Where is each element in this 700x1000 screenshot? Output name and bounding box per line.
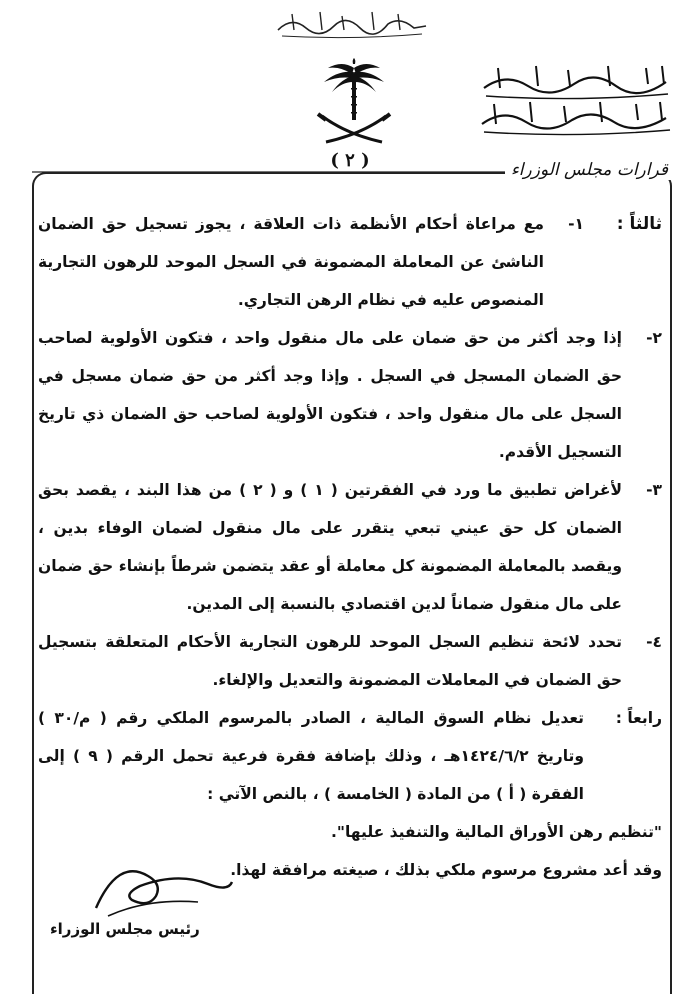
closing-statement: وقد أعد مشروع مرسوم ملكي بذلك ، صيغته مرافقة لهذا. (230, 861, 662, 879)
clause-third-item-2 (38, 319, 662, 471)
clause-third-item-1 (38, 205, 662, 319)
clause-third-item-3 (38, 471, 662, 623)
clause-fourth (38, 699, 662, 813)
item-number: ٣- (646, 481, 662, 499)
basmala-calligraphy (272, 6, 432, 42)
palm-swords-emblem-icon (316, 58, 392, 146)
page-number: ( ٢ ) (330, 150, 370, 171)
clause-third-label: ثالثاً : (616, 214, 662, 234)
kingdom-header-calligraphy (476, 62, 676, 142)
item-text: إذا وجد أكثر من حق ضمان على مال منقول واحد ، فتكون الأولوية لصاحب حق الضمان المسجل في السجل . وإذا وجد أكثر من حق ضمان مسجل في السجل على مال منقول واحد ، فتكون الأولوية لصاحب حق الضمان ذي تاريخ التسجيل الأقدم. (38, 329, 622, 461)
item-number: ٤- (646, 633, 662, 651)
decree-body (38, 205, 662, 889)
quoted-provision: "تنظيم رهن الأوراق المالية والتنفيذ عليها". (331, 823, 662, 841)
item-number: ٢- (646, 329, 662, 347)
item-text: لأغراض تطبيق ما ورد في الفقرتين ( ١ ) و ( ٢ ) من هذا البند ، يقصد بحق الضمان كل حق عيني تبعي يتقرر على مال منقول لضمان الوفاء بدين ، ويقصد بالمعاملة المضمونة كل معاملة أو عقد يتضمن شرطاً بإنشاء حق ضمان على مال منقول ضماناً لدين اقتصادي بالنسبة إلى المدين. (38, 481, 623, 613)
handwritten-signature (88, 838, 238, 923)
item-text: تحدد لائحة تنظيم السجل الموحد للرهون التجارية الأحكام المتعلقة بتسجيل حق الضمان في المعاملات المضمونة والتعديل والإلغاء. (38, 633, 622, 689)
clause-fourth-text: تعديل نظام السوق المالية ، الصادر بالمرسوم الملكي رقم ( م/٣٠ ) وتاريخ ١٤٢٤/٦/٢هـ ، وذلك بإضافة فقرة فرعية تحمل الرقم ( ٩ ) إلى الفقرة ( أ ) من المادة ( الخامسة ) ، بالنص الآتي : (38, 709, 585, 803)
item-number: ١- (568, 215, 584, 233)
clause-third-item-4 (38, 623, 662, 699)
item-text: مع مراعاة أحكام الأنظمة ذات العلاقة ، يجوز تسجيل حق الضمان الناشئ عن المعاملة المضمونة في السجل الموحد للرهون التجارية المنصوص عليه في نظام الرهن التجاري. (38, 215, 544, 309)
decrees-label: قرارات مجلس الوزراء (505, 160, 674, 180)
clause-fourth-label: رابعاً : (615, 709, 662, 727)
signatory-title: رئيس مجلس الوزراء (50, 920, 200, 938)
